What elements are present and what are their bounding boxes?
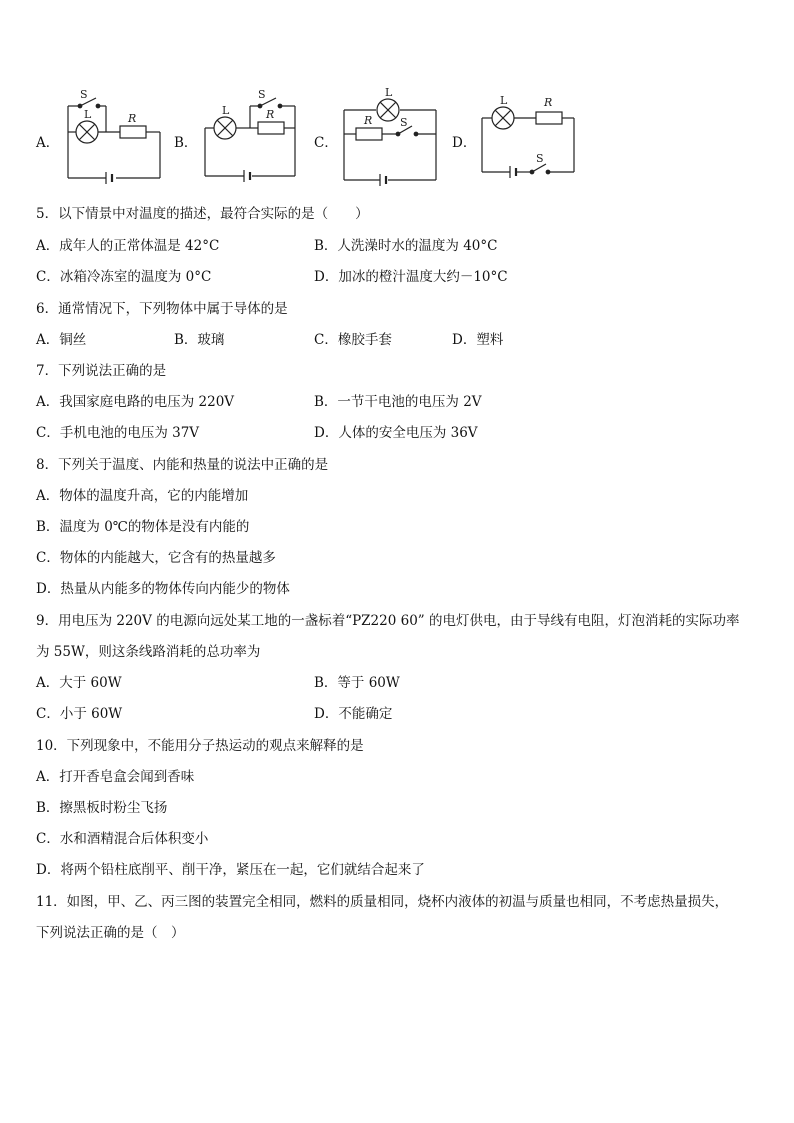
q9-option-c: C．小于 60W <box>36 706 123 722</box>
q5-option-a: A．成年人的正常体温是 42°C <box>36 238 220 254</box>
q8-option-b: B．温度为 0℃的物体是没有内能的 <box>36 519 250 535</box>
q7-stem: 7．下列说法正确的是 <box>36 363 167 379</box>
circuit-c-resistor-label: R <box>364 114 373 127</box>
q8-option-c: C．物体的内能越大，它含有的热量越多 <box>36 550 276 566</box>
q7-option-a: A．我国家庭电路的电压为 220V <box>36 394 235 410</box>
q6-stem: 6．通常情况下，下列物体中属于导体的是 <box>36 301 288 317</box>
circuit-d-diagram <box>478 88 588 188</box>
q4-option-c-letter: C． <box>314 135 338 151</box>
q7-option-c: C．手机电池的电压为 37V <box>36 425 200 441</box>
circuit-d-resistor-label: R <box>544 96 553 109</box>
q10-option-b: B．擦黑板时粉尘飞扬 <box>36 800 168 816</box>
circuit-b-lamp-label: L <box>222 104 230 117</box>
q4-option-a-letter: A． <box>36 135 60 151</box>
q5-option-b: B．人洗澡时水的温度为 40°C <box>314 238 498 254</box>
circuit-d-lamp-label: L <box>500 94 508 107</box>
q10-option-d: D．将两个铅柱底削平、削干净，紧压在一起，它们就结合起来了 <box>36 862 425 878</box>
q6-option-c: C．橡胶手套 <box>314 332 392 348</box>
q5-option-d: D．加冰的橙汁温度大约－10°C <box>314 269 508 285</box>
circuit-d-switch-label: S <box>536 152 544 165</box>
q11-stem-line-2: 下列说法正确的是（ ） <box>36 925 185 941</box>
q5-option-c: C．冰箱冷冻室的温度为 0°C <box>36 269 212 285</box>
q9-option-d: D．不能确定 <box>314 706 393 722</box>
q10-stem: 10．下列现象中，不能用分子热运动的观点来解释的是 <box>36 738 364 754</box>
q5-stem: 5．以下情景中对温度的描述，最符合实际的是（ ） <box>36 206 369 222</box>
circuit-c-switch-label: S <box>400 116 408 129</box>
circuit-b-resistor-label: R <box>266 108 275 121</box>
circuit-b-switch-label: S <box>258 88 266 101</box>
q6-option-b: B．玻璃 <box>174 332 225 348</box>
q9-stem-line-2: 为 55W，则这条线路消耗的总功率为 <box>36 644 261 660</box>
circuit-b-diagram <box>200 88 310 188</box>
q11-stem-line-1: 11．如图，甲、乙、丙三图的装置完全相同，燃料的质量相同，烧杯内液体的初温与质量也相同，不考虑热量损失， <box>36 894 729 910</box>
q6-option-d: D．塑料 <box>452 332 504 348</box>
q4-option-d-letter: D． <box>452 135 477 151</box>
q8-option-a: A．物体的温度升高，它的内能增加 <box>36 488 249 504</box>
circuit-a-resistor-label: R <box>128 112 137 125</box>
q7-option-d: D．人体的安全电压为 36V <box>314 425 478 441</box>
q8-option-d: D．热量从内能多的物体传向内能少的物体 <box>36 581 290 597</box>
q9-stem-line-1: 9．用电压为 220V 的电源向远处某工地的一盏标着“PZ220 60” 的电灯供电，由于导线有电阻，灯泡消耗的实际功率 <box>36 613 740 629</box>
circuit-a-lamp-label: L <box>84 108 92 121</box>
q7-option-b: B．一节干电池的电压为 2V <box>314 394 482 410</box>
q10-option-a: A．打开香皂盒会闻到香味 <box>36 769 195 785</box>
q4-option-b-letter: B． <box>174 135 198 151</box>
q9-option-b: B．等于 60W <box>314 675 400 691</box>
circuit-c-lamp-label: L <box>385 86 393 99</box>
circuit-c-diagram <box>340 84 450 188</box>
circuit-a-diagram <box>60 88 170 188</box>
q9-option-a: A．大于 60W <box>36 675 122 691</box>
q10-option-c: C．水和酒精混合后体积变小 <box>36 831 209 847</box>
q8-stem: 8．下列关于温度、内能和热量的说法中正确的是 <box>36 457 329 473</box>
q6-option-a: A．铜丝 <box>36 332 87 348</box>
circuit-a-switch-label: S <box>80 88 88 101</box>
